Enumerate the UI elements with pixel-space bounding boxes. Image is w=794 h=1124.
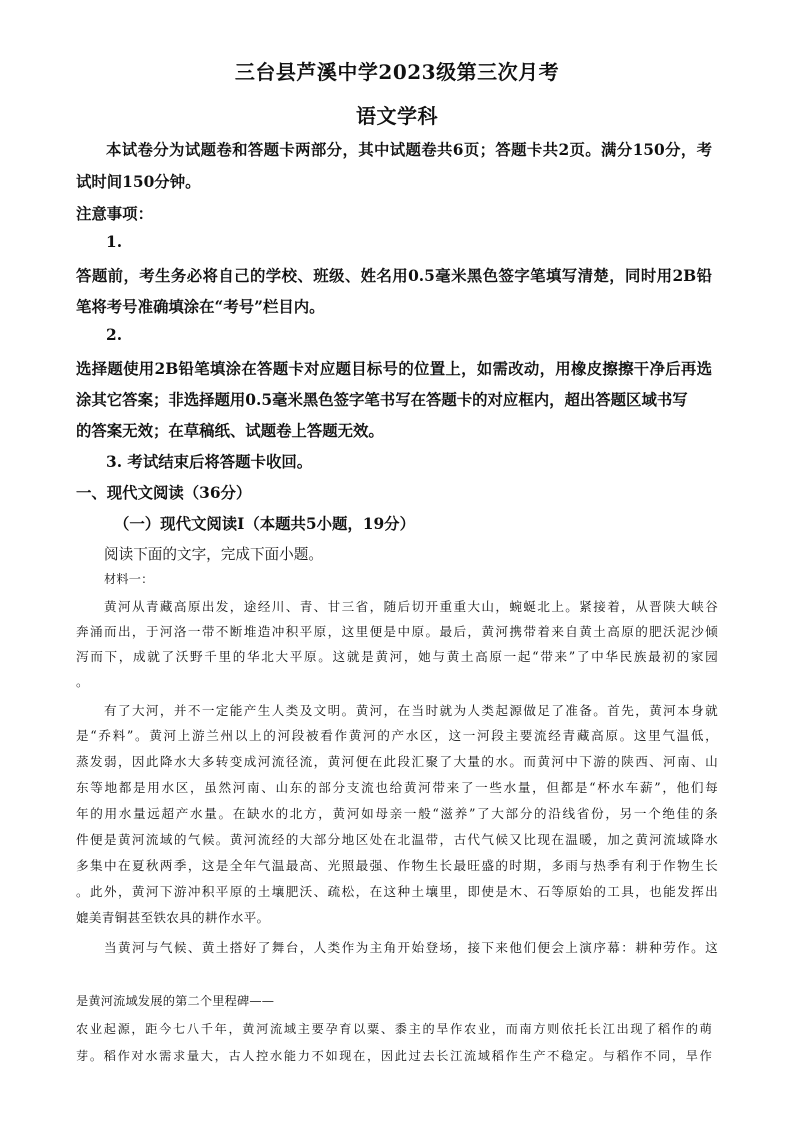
notice-1-number: 1. bbox=[106, 233, 123, 251]
notice-1-line-2: 笔将考号准确填涂在“考号”栏目内。 bbox=[76, 298, 325, 316]
passage-line: 黄河从青藏高原出发，途经川、青、甘三省，随后切开重重大山，蜿蜒北上。紧接着，从晋陕大峡谷 bbox=[104, 599, 718, 614]
intro-line-2: 试时间150分钟。 bbox=[76, 173, 201, 191]
passage-line: 泻而下，成就了沃野千里的华北大平原。这就是黄河，她与黄土高原一起“带来”了中华民族最初的家园 bbox=[76, 649, 718, 664]
passage-line: 件便是黄河流域的气候。黄河流经的大部分地区处在北温带，古代气候又比现在温暖，加之黄河流域降水 bbox=[76, 832, 718, 847]
notice-2-line-3: 的答案无效；在草稿纸、试题卷上答题无效。 bbox=[76, 422, 384, 440]
subject-title: 语文学科 bbox=[356, 104, 438, 128]
notice-1-line-1: 答题前，考生务必将自己的学校、班级、姓名用0.5毫米黑色签字笔填写清楚，同时用2B铅 bbox=[76, 267, 712, 285]
material-label: 材料一： bbox=[104, 572, 154, 586]
passage-line: 当黄河与气候、黄土搭好了舞台，人类作为主角开始登场，接下来他们便会上演序幕：耕种劳作。这 bbox=[104, 940, 718, 955]
passage-line: 是黄河流域发展的第二个里程碑—— bbox=[76, 994, 275, 1008]
notice-heading: 注意事项： bbox=[76, 205, 153, 223]
passage-line: 是“乔料”。黄河上游兰州以上的河段被看作黄河的产水区，这一河段主要流经青藏高原。这里气温低， bbox=[76, 728, 718, 743]
passage-line: 。 bbox=[76, 674, 89, 689]
exam-title: 三台县芦溪中学2023级第三次月考 bbox=[234, 60, 560, 84]
passage-line: 。此外，黄河下游冲积平原的土壤肥沃、疏松，在这种土壤里，即使是木、石等原始的工具，也能发挥出 bbox=[76, 884, 718, 899]
notice-2-number: 2. bbox=[106, 326, 123, 344]
notice-2-line-2: 涂其它答案；非选择题用0.5毫米黑色签字笔书写在答题卡的对应框内，超出答题区域书写 bbox=[76, 391, 688, 409]
notice-2-line-1: 选择题使用2B铅笔填涂在答题卡对应题目标号的位置上，如需改动，用橡皮擦擦干净后再选 bbox=[76, 360, 712, 378]
passage-line: 蒸发弱，因此降水大多转变成河流径流，黄河便在此段汇聚了大量的水。而黄河中下游的陕西、河南、山 bbox=[76, 754, 718, 769]
section-1-subheading: （一）现代文阅读I（本题共5小题，19分） bbox=[114, 515, 415, 533]
reading-instruction: 阅读下面的文字，完成下面小题。 bbox=[104, 546, 323, 563]
passage-line: 年的用水量远超产水量。在缺水的北方，黄河如母亲一般“滋养”了大部分的沿线省份，另一个绝佳的条 bbox=[76, 806, 718, 821]
notice-3: 3. 考试结束后将答题卡收回。 bbox=[106, 453, 313, 471]
intro-line-1: 本试卷分为试题卷和答题卡两部分，其中试题卷共6页；答题卡共2页。满分150分，考 bbox=[106, 141, 712, 159]
passage-line: 有了大河，并不一定能产生人类及文明。黄河，在当时就为人类起源做足了准备。首先，黄河本身就 bbox=[104, 703, 718, 718]
passage-line: 东等地都是用水区，虽然河南、山东的部分支流也给黄河带来了一些水量，但都是“杯水车薪”，他们每 bbox=[76, 780, 718, 795]
section-1-heading: 一、现代文阅读（36分） bbox=[76, 484, 252, 502]
passage-line: 奔涌而出，于河洛一带不断堆造冲积平原，这里便是中原。最后，黄河携带着来自黄土高原的肥沃泥沙倾 bbox=[76, 624, 718, 639]
passage-line: 农业起源，距今七八千年，黄河流域主要孕育以粟、黍主的旱作农业，而南方则依托长江出现了稻作的萌 bbox=[76, 1022, 712, 1036]
passage-line: 多集中在夏秋两季，这是全年气温最高、光照最强、作物生长最旺盛的时期，多雨与热季有利于作物生长 bbox=[76, 858, 718, 873]
passage-line: 媲美青铜甚至铁农具的耕作水平。 bbox=[76, 910, 270, 925]
passage-line: 芽。稻作对水需求量大，古人控水能力不如现在，因此过去长江流域稻作生产不稳定。与稻作不同，旱作 bbox=[76, 1049, 712, 1063]
